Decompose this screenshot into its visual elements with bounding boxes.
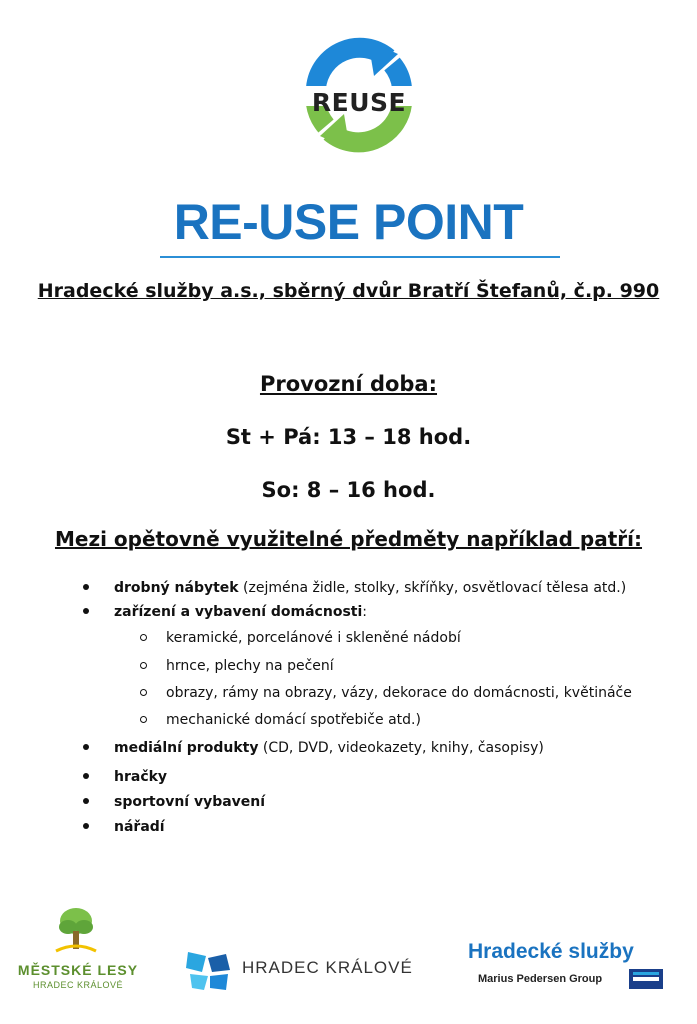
hradec-kralove-label: HRADEC KRÁLOVÉ xyxy=(242,958,413,977)
subitem-text: mechanické domácí spotřebiče atd.) xyxy=(166,712,421,728)
hradec-kralove-emblem-icon xyxy=(186,950,232,992)
page-title: RE-USE POINT xyxy=(173,194,524,250)
hours-heading: Provozní doba: xyxy=(259,372,438,396)
hours-line-saturday: So: 8 – 16 hod. xyxy=(261,478,436,502)
bullet-icon xyxy=(83,798,89,804)
mp-flag-icon xyxy=(629,969,663,989)
tree-icon xyxy=(52,905,100,957)
item-bold: nářadí xyxy=(114,819,165,835)
bullet-icon xyxy=(83,773,89,779)
subitem-text: hrnce, plechy na pečení xyxy=(166,658,334,674)
hradecke-sluzby-title: Hradecké služby xyxy=(468,940,634,963)
circle-bullet-icon xyxy=(140,716,147,723)
subitem-text: keramické, porcelánové i skleněné nádobí xyxy=(166,630,461,646)
subitem-text: obrazy, rámy na obrazy, vázy, dekorace do domácnosti, květináče xyxy=(166,685,632,701)
circle-bullet-icon xyxy=(140,662,147,669)
circle-bullet-icon xyxy=(140,634,147,641)
mestske-lesy-line2: HRADEC KRÁLOVÉ xyxy=(32,980,124,990)
item-rest: : xyxy=(362,604,367,620)
item-rest: (CD, DVD, videokazety, knihy, časopisy) xyxy=(258,740,544,756)
item-bold: mediální produkty xyxy=(114,740,259,756)
bullet-icon xyxy=(83,608,89,614)
items-heading: Mezi opětovně využitelné předměty například patří: xyxy=(54,527,643,551)
item-bold: hračky xyxy=(114,769,168,785)
item-bold: zařízení a vybavení domácnosti xyxy=(114,604,363,620)
address: Hradecké služby a.s., sběrný dvůr Bratří Štefanů, č.p. 990 xyxy=(37,280,660,302)
hours-line-weekday: St + Pá: 13 – 18 hod. xyxy=(225,425,472,449)
mestske-lesy-line1: MĚSTSKÉ LESY xyxy=(17,962,139,978)
title-underline xyxy=(160,256,560,258)
item-rest: (zejména židle, stolky, skříňky, osvětlovací tělesa atd.) xyxy=(238,580,627,596)
bullet-icon xyxy=(83,584,89,590)
circle-bullet-icon xyxy=(140,689,147,696)
item-bold: sportovní vybavení xyxy=(114,794,266,810)
bullet-icon xyxy=(83,744,89,750)
logo-text: REUSE xyxy=(311,88,407,117)
item-bold: drobný nábytek xyxy=(114,580,239,596)
bullet-icon xyxy=(83,823,89,829)
marius-pedersen-label: Marius Pedersen Group xyxy=(478,973,603,985)
